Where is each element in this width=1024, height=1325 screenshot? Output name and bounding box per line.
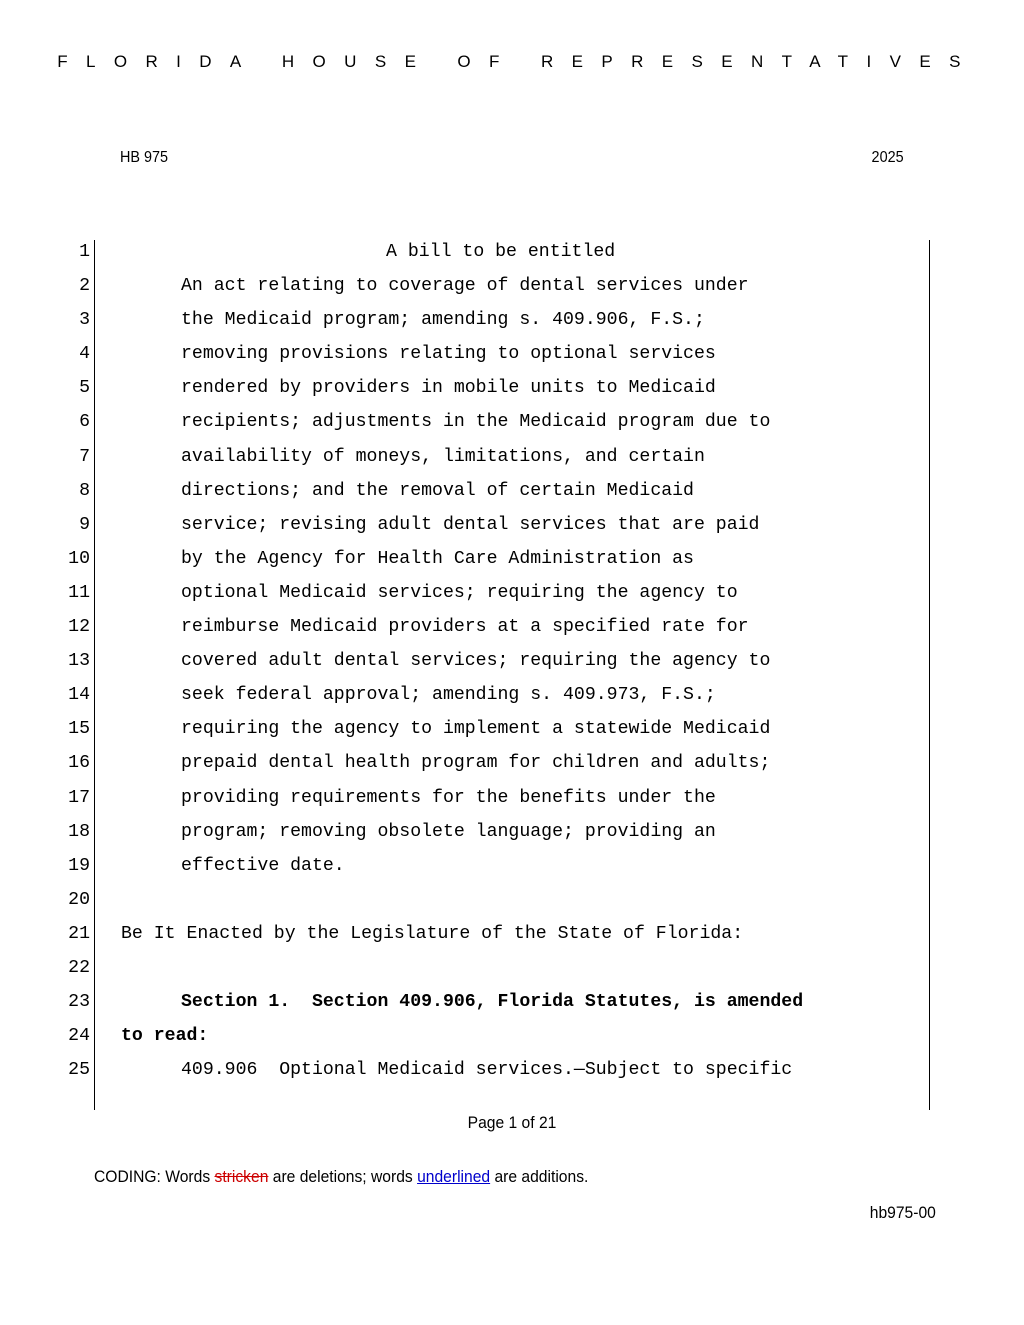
line-number: 5 xyxy=(79,378,90,399)
bill-line xyxy=(0,508,1024,542)
line-text: the Medicaid program; amending s. 409.906, F.S.; xyxy=(181,310,705,331)
line-number: 8 xyxy=(79,480,90,501)
line-text: 409.906 Optional Medicaid services.—Subject to specific xyxy=(181,1060,793,1081)
line-text: seek federal approval; amending s. 409.973, F.S.; xyxy=(181,685,716,706)
line-text: requiring the agency to implement a statewide Medicaid xyxy=(181,719,771,740)
line-text: to read: xyxy=(121,1026,209,1047)
line-number: 15 xyxy=(68,719,90,740)
bill-line xyxy=(0,610,1024,644)
bill-line xyxy=(0,269,1024,303)
coding-middle: are deletions; words xyxy=(268,1167,418,1186)
coding-stricken-sample: stricken xyxy=(214,1167,269,1186)
line-number: 14 xyxy=(68,685,90,706)
document-code: hb975-00 xyxy=(869,1203,936,1222)
line-number: 21 xyxy=(68,923,90,944)
line-number: 25 xyxy=(68,1060,90,1081)
line-text: covered adult dental services; requiring the agency to xyxy=(181,651,771,672)
bill-line xyxy=(0,712,1024,746)
bill-line xyxy=(0,474,1024,508)
bill-text-body xyxy=(0,235,1024,1087)
coding-legend xyxy=(94,1167,588,1187)
bill-line xyxy=(0,542,1024,576)
coding-prefix: CODING: Words xyxy=(94,1167,215,1186)
line-number: 20 xyxy=(68,889,90,910)
line-number: 22 xyxy=(68,957,90,978)
bill-line xyxy=(0,815,1024,849)
line-text: Be It Enacted by the Legislature of the State of Florida: xyxy=(121,923,744,944)
line-number: 6 xyxy=(79,412,90,433)
line-number: 23 xyxy=(68,992,90,1013)
line-text: rendered by providers in mobile units to Medicaid xyxy=(181,378,716,399)
line-number: 9 xyxy=(79,514,90,535)
line-number: 24 xyxy=(68,1026,90,1047)
page-number: Page 1 of 21 xyxy=(467,1113,557,1132)
line-text: removing provisions relating to optional services xyxy=(181,344,716,365)
chamber-masthead: FLORIDA HOUSE OF REPRESENTATIVES xyxy=(57,52,979,71)
line-text: directions; and the removal of certain Medicaid xyxy=(181,480,694,501)
line-number: 12 xyxy=(68,617,90,638)
bill-line xyxy=(0,303,1024,337)
line-text: A bill to be entitled xyxy=(386,242,616,262)
line-text: program; removing obsolete language; providing an xyxy=(181,821,716,842)
bill-line xyxy=(0,644,1024,678)
line-number: 4 xyxy=(79,344,90,365)
bill-year: 2025 xyxy=(871,149,904,166)
line-number: 16 xyxy=(68,753,90,774)
bill-line xyxy=(0,985,1024,1019)
bill-line xyxy=(0,405,1024,439)
line-number: 3 xyxy=(79,310,90,331)
bill-line xyxy=(0,235,1024,269)
bill-line xyxy=(0,337,1024,371)
bill-line xyxy=(0,1019,1024,1053)
line-text: providing requirements for the benefits under the xyxy=(181,787,716,808)
line-number: 10 xyxy=(68,548,90,569)
bill-line xyxy=(0,849,1024,883)
line-text: reimburse Medicaid providers at a specified rate for xyxy=(181,617,749,638)
line-text: by the Agency for Health Care Administration as xyxy=(181,548,694,569)
line-text: optional Medicaid services; requiring the agency to xyxy=(181,582,738,603)
line-number: 17 xyxy=(68,787,90,808)
bill-line xyxy=(0,678,1024,712)
line-text: availability of moneys, limitations, and certain xyxy=(181,446,705,467)
line-number: 2 xyxy=(79,276,90,297)
coding-underlined-sample: underlined xyxy=(417,1167,491,1186)
bill-line xyxy=(0,440,1024,474)
line-number: 1 xyxy=(79,242,90,262)
line-number: 19 xyxy=(68,855,90,876)
line-text: Section 1. Section 409.906, Florida Statutes, is amended xyxy=(181,992,804,1013)
bill-line xyxy=(0,781,1024,815)
bill-line xyxy=(0,746,1024,780)
bill-line xyxy=(0,1053,1024,1087)
coding-suffix: are additions. xyxy=(490,1167,589,1186)
bill-line xyxy=(0,917,1024,951)
line-text: effective date. xyxy=(181,855,345,876)
line-number: 7 xyxy=(79,446,90,467)
line-text: service; revising adult dental services that are paid xyxy=(181,514,760,535)
bill-line xyxy=(0,576,1024,610)
line-number: 18 xyxy=(68,821,90,842)
line-text: recipients; adjustments in the Medicaid program due to xyxy=(181,412,771,433)
bill-line xyxy=(0,883,1024,917)
line-text: prepaid dental health program for children and adults; xyxy=(181,753,771,774)
bill-line xyxy=(0,371,1024,405)
line-number: 13 xyxy=(68,651,90,672)
bill-line xyxy=(0,951,1024,985)
line-number: 11 xyxy=(68,582,90,603)
bill-id: HB 975 xyxy=(120,149,169,166)
line-text: An act relating to coverage of dental services under xyxy=(181,276,749,297)
